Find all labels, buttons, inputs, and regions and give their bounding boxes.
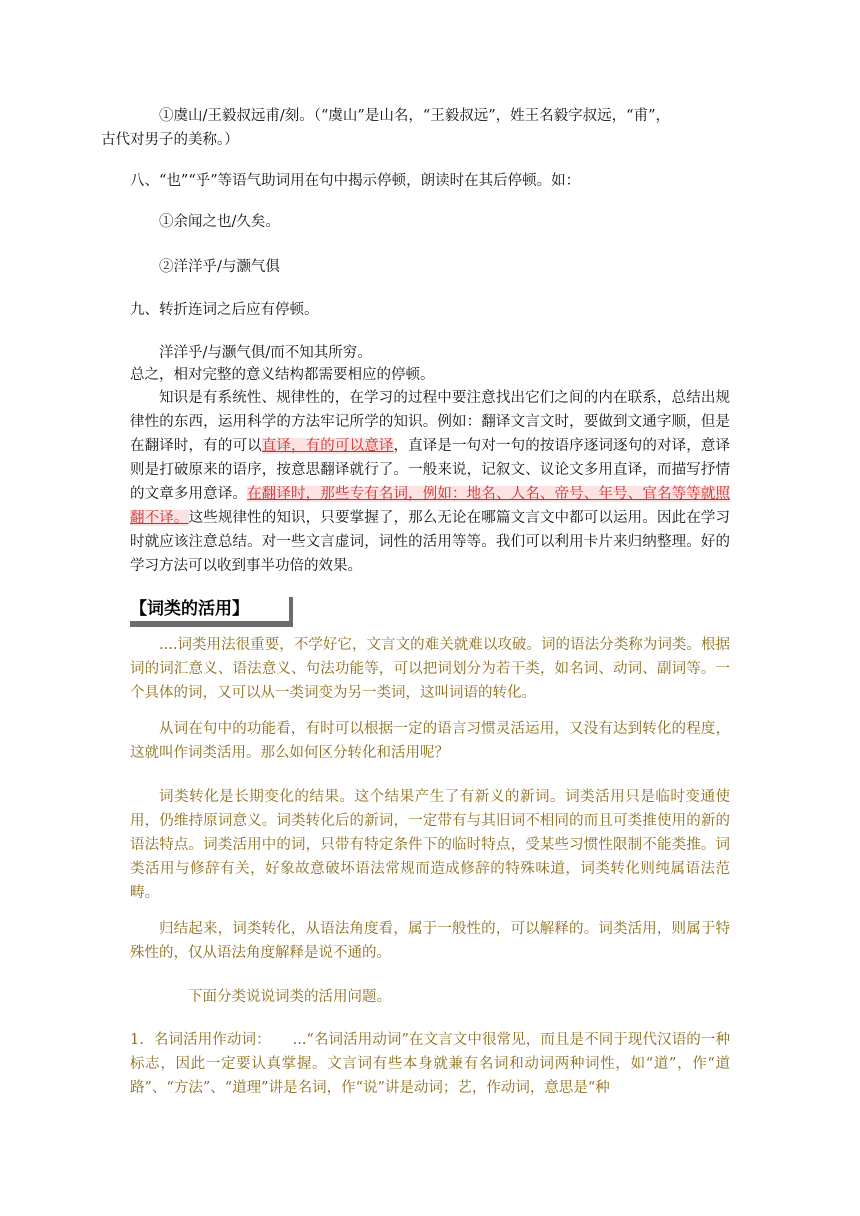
example-yushan-line1: ①虞山/王毅叔远甫/刻。（“虞山”是山名，“王毅叔远”，姓王名毅字叔远，“甫”， [159, 108, 670, 124]
section-para-summary: 归结起来，词类转化，从语法角度看，属于一般性的，可以解释的。词类活用，则属于特殊性的，仅从语法角度解释是说不通的。 [130, 921, 730, 961]
summary-line: 总之，相对完整的意义结构都需要相应的停顿。 [130, 367, 435, 383]
section-heading: 【词类的活用】 [130, 597, 292, 627]
section-intro: ....词类用法很重要，不学好它，文言文的难关就难以攻破。词的语法分类称为词类。根据词的词汇意义、语法意义、句法功能等，可以把词划分为若干类，如名词、动词、副词等。一个具体的词，又可以从一类词变为另一类词，这叫词语的转化。 [130, 637, 730, 701]
highlight-direct-free-translation: 直译，有的可以意译 [261, 438, 394, 454]
example-yushan [101, 104, 730, 152]
example-yangyang: ②洋洋乎/与灏气俱 [159, 259, 280, 275]
rule-eight: 八、“也”“乎”等语气助词用在句中揭示停顿，朗读时在其后停顿。如： [130, 173, 581, 189]
section-para-conversion: 词类转化是长期变化的结果。这个结果产生了有新义的新词。词类活用只是临时变通使用，仍维持原词意义。词类转化后的新词，一定带有与其旧词不相同的而且可类推使用的新的语法特点。词类活用中的词，只带有特定条件下的临时特点，受某些习惯性限制不能类推。词类活用与修辞有关，好象故意破坏语法常规而造成修辞的特殊味道，词类转化则纯属语法范畴。 [130, 789, 730, 901]
noun-as-verb-paragraph: 1．名词活用作动词： ...“名词活用动词”在文言文中很常见，而且是不同于现代汉语的一种标志，因此一定要认真掌握。文言词有些本身就兼有名词和动词两种词性，如“道”，作“道路”、“方法”、“道理”讲是名词，作“说”讲是动词；艺，作动词，意思是“种 [130, 1032, 730, 1096]
example-yangyang-full: 洋洋乎/与灏气俱/而不知其所穷。 [159, 345, 372, 361]
highlight-proper-nouns: 在翻译时，那些专有名词，例如：地名、人名、帝号、年号、官名等等就照翻不译。 [130, 486, 731, 526]
section-para-function: 从词在句中的功能看，有时可以根据一定的语言习惯灵活运用，又没有达到转化的程度，这就叫作词类活用。那么如何区分转化和活用呢？ [130, 721, 730, 761]
section-para-intro-list: 下面分类说说词类的活用问题。 [188, 989, 391, 1005]
example-yuwen: ①余闻之也/久矣。 [159, 214, 280, 230]
knowledge-paragraph: 知识是有系统性、规律性的，在学习的过程中要注意找出它们之间的内在联系，总结出规律性的东西，运用科学的方法牢记所学的知识。例如：翻译文言文时，要做到文通字顺，但是在翻译时，有的可以直译，有的可以意译，直译是一句对一句的按语序逐词逐句的对译，意译则是打破原来的语序，按意思翻译就行了。一般来说，记叙文、议论文多用直译，而描写抒情的文章多用意译。在翻译时，那些专有名词，例如：地名、人名、帝号、年号、官名等等就照翻不译。这些规律性的知识，只要掌握了，那么无论在哪篇文言文中都可以运用。因此在学习时就应该注意总结。对一些文言虚词，词性的活用等等。我们可以利用卡片来归纳整理。好的学习方法可以收到事半功倍的效果。 [130, 390, 731, 574]
example-yushan-line2: 古代对男子的美称。） [101, 132, 239, 148]
rule-nine: 九、转折连词之后应有停顿。 [130, 302, 319, 318]
